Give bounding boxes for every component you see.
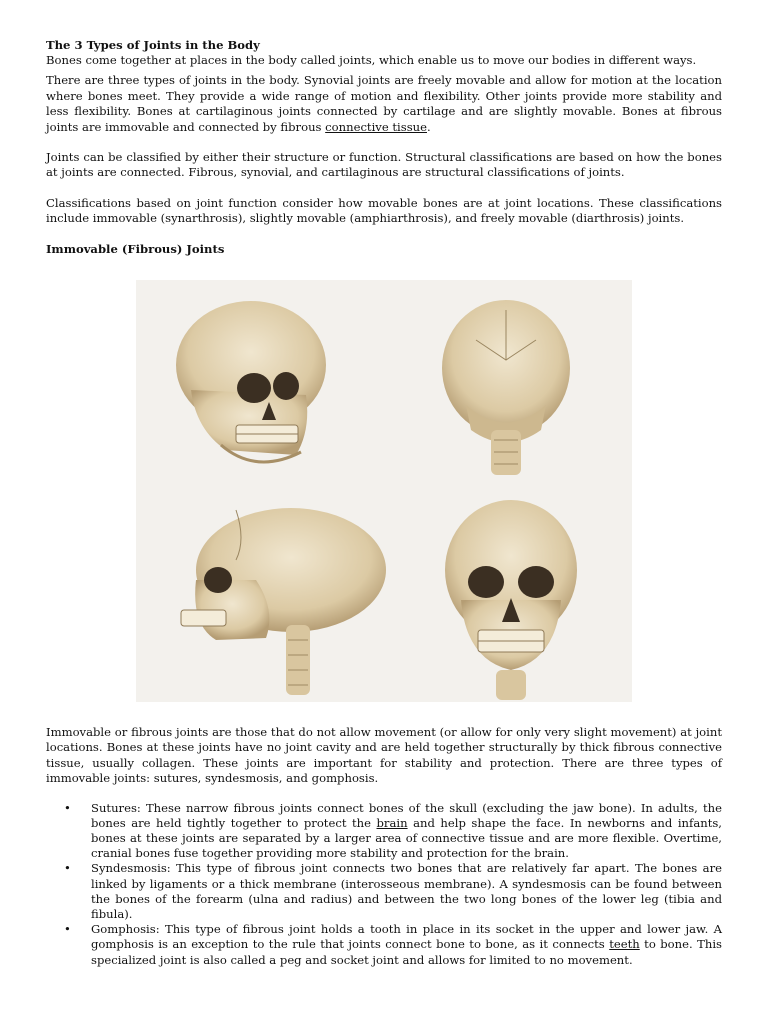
skull-side-view-icon — [181, 508, 386, 695]
document-page — [46, 38, 722, 257]
section-heading-fibrous: Immovable (Fibrous) Joints — [46, 241, 225, 256]
bullet-icon: • — [64, 922, 71, 937]
list-item-syndesmosis: • Syndesmosis: This type of fibrous joint connects two bones that are relatively far apart. The bones are linked by ligaments or a thick membrane (interosseous membrane). A syndesmosis can be found between the bones of the forearm (ulna and radius) and between the two long bones of the lower leg (tibia and fibula). — [64, 861, 722, 922]
list-item-gomphosis: • Gomphosis: This type of fibrous joint holds a tooth in place in its socket in the upper and lower jaw. A gomphosis is an exception to the rule that joints connect bone to bone, as it connects teeth to bone. This specialized joint is also called a peg and socket joint and allows for limited to no movement. — [64, 922, 722, 967]
intro-paragraph: Bones come together at places in the body called joints, which enable us to move our bodies in different ways. — [46, 53, 697, 67]
document-title: The 3 Types of Joints in the Body — [46, 38, 260, 52]
teeth-link[interactable]: teeth — [609, 937, 640, 952]
brain-link[interactable]: brain — [376, 815, 408, 830]
list-item-sutures: • Sutures: These narrow fibrous joints connect bones of the skull (excluding the jaw bone). In adults, the bones are held tightly together to protect the brain and help shape the face. In newborns and infants, bones at these joints are separated by a larger area of connective tissue and are more flexible. Overtime, cranial bones fuse together providing more stability and protection for the brain. — [64, 800, 722, 861]
connective-tissue-link[interactable]: connective tissue — [325, 119, 427, 134]
skull-figure — [136, 280, 632, 702]
paragraph-fibrous: Immovable or fibrous joints are those that do not allow movement (or allow for only very slight movement) at joint locations. Bones at these joints have no joint cavity and are held together structurally by thick fibrous connective tissue, usually collagen. These joints are important for stability and protection. There are three types of immovable joints: sutures, syndesmosis, and gomphosis. — [46, 725, 722, 786]
skull-front-view-icon — [445, 500, 577, 700]
fibrous-joint-list — [46, 801, 722, 968]
bullet-icon: • — [64, 861, 71, 876]
paragraph-classification: Joints can be classified by either their structure or function. Structural classifications are based on how the bones at joints are connected. Fibrous, synovial, and cartilaginous are structural classifications of joints. — [46, 150, 722, 180]
skull-three-quarter-icon — [176, 301, 326, 462]
fibrous-section — [46, 725, 722, 968]
paragraph-function: Classifications based on joint function consider how movable bones are at joint locations. These classifications include immovable (synarthrosis), slightly movable (amphiarthrosis), and freely movable (diarthrosis) joints. — [46, 195, 722, 226]
paragraph-joint-types: There are three types of joints in the body. Synovial joints are freely movable and allow for motion at the location where bones meet. They provide a wide range of motion and flexibility. Other joints provide more stability and less flexibility. Bones at cartilaginous joints connected by cartilage and are slightly movable. Bones at fibrous joints are immovable and connected by fibrous connective tissue. — [46, 73, 722, 134]
skull-back-view-icon — [442, 300, 570, 475]
bullet-icon: • — [64, 800, 71, 815]
